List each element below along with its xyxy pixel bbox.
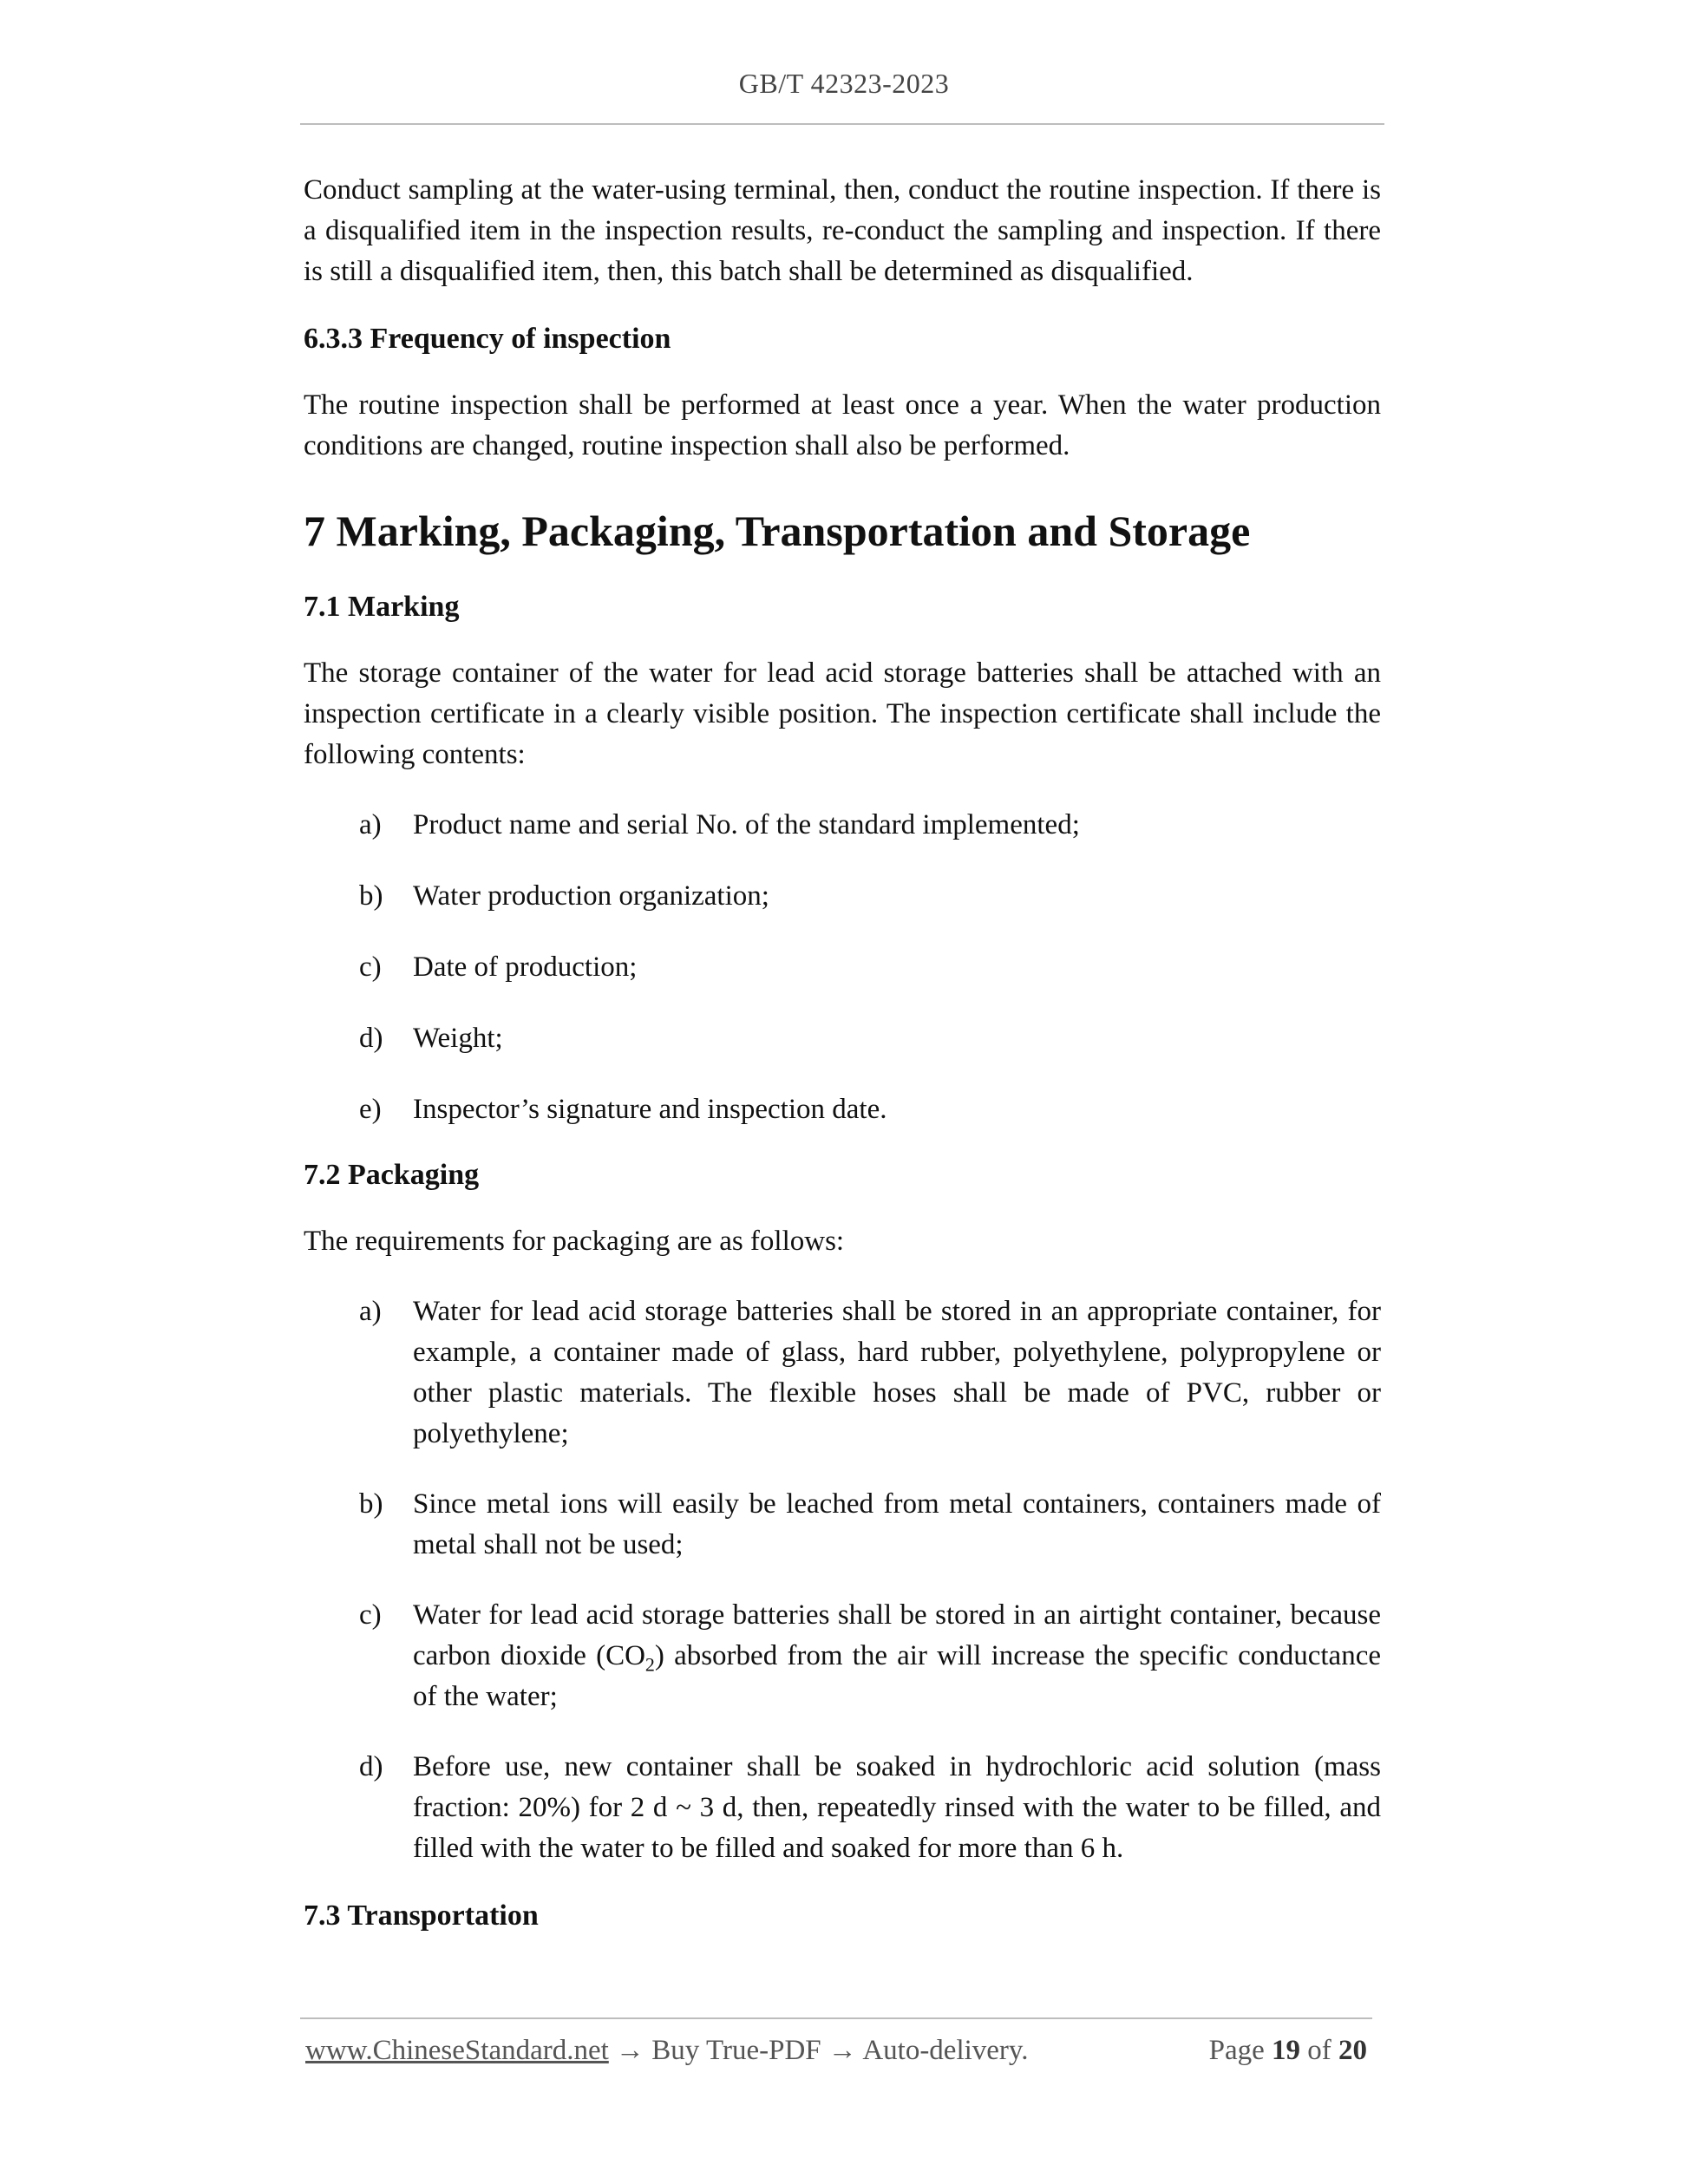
header-doc-code: GB/T 42323-2023 bbox=[738, 68, 950, 99]
section-6-3-3-text: The routine inspection shall be performed at least once a year. When the water production conditions are changed, routine inspection shall also be performed. bbox=[304, 389, 1381, 461]
page-number-current: 19 bbox=[1272, 2035, 1300, 2066]
list-item-text: Water production organization; bbox=[413, 880, 769, 912]
list-item bbox=[304, 876, 1381, 917]
list-item-label: d) bbox=[359, 1023, 383, 1054]
list-item bbox=[304, 1089, 1381, 1130]
header-divider bbox=[300, 123, 1384, 125]
arrow-icon: → bbox=[616, 2035, 645, 2066]
list-item-label: c) bbox=[359, 1599, 382, 1631]
list-item bbox=[304, 805, 1381, 846]
footer-divider bbox=[300, 2017, 1372, 2019]
list-item bbox=[304, 1291, 1381, 1455]
list-item bbox=[304, 1484, 1381, 1566]
list-item-label: b) bbox=[359, 880, 383, 912]
list-item-text: Before use, new container shall be soaked in hydrochloric acid solution (mass fraction: 20%) for 2 d ~ 3 d, then, repeatedly rinsed with the water to be filled, and filled with the water to be filled and soaked for more than 6 h. bbox=[413, 1751, 1381, 1864]
page-content bbox=[304, 170, 1381, 1933]
list-item bbox=[304, 1018, 1381, 1059]
section-7-2-text: The requirements for packaging are as follows: bbox=[304, 1226, 845, 1257]
list-item-text-start: Water for lead acid storage batteries shall be stored in an airtight container, because carbon dioxide (CO bbox=[413, 1599, 1381, 1671]
list-item-text: Product name and serial No. of the standard implemented; bbox=[413, 809, 1080, 840]
co2-subscript: 2 bbox=[644, 1653, 655, 1676]
list-item-text: Date of production; bbox=[413, 951, 638, 983]
list-item-label: a) bbox=[359, 809, 382, 840]
page-label: Page bbox=[1208, 2035, 1265, 2066]
list-item-label: e) bbox=[359, 1094, 382, 1125]
list-item-label: c) bbox=[359, 951, 382, 983]
list-item-label: d) bbox=[359, 1751, 383, 1782]
list-item-label: b) bbox=[359, 1488, 383, 1520]
page-indicator bbox=[1209, 2035, 1367, 2067]
section-7-heading: 7 Marking, Packaging, Transportation and Storage bbox=[304, 507, 1251, 555]
section-6-3-3-heading: 6.3.3 Frequency of inspection bbox=[304, 323, 671, 355]
list-item-label: a) bbox=[359, 1296, 382, 1327]
list-item-text: Since metal ions will easily be leached from metal containers, containers made of metal shall not be used; bbox=[413, 1488, 1381, 1560]
buy-true-pdf-text: Buy True-PDF bbox=[651, 2035, 821, 2066]
section-7-2-heading: 7.2 Packaging bbox=[304, 1159, 480, 1191]
marking-list bbox=[304, 805, 1381, 1130]
list-item bbox=[304, 1747, 1381, 1869]
list-item-text: Weight; bbox=[413, 1023, 503, 1054]
section-7-3-heading: 7.3 Transportation bbox=[304, 1900, 539, 1932]
list-item-text: Inspector’s signature and inspection date. bbox=[413, 1094, 887, 1125]
auto-delivery-text: Auto-delivery. bbox=[862, 2035, 1029, 2066]
list-item bbox=[304, 1595, 1381, 1717]
list-item-text: Water for lead acid storage batteries shall be stored in an appropriate container, for example, a container made of glass, hard rubber, polyethylene, polypropylene or other plastic materials. The flexible hoses shall be made of PVC, rubber or polyethylene; bbox=[413, 1296, 1381, 1449]
page-of-label: of bbox=[1307, 2035, 1331, 2066]
footer bbox=[305, 2035, 1372, 2067]
list-item bbox=[304, 947, 1381, 988]
list-item-text-end: ) absorbed from the air will increase the specific conductance of the water; bbox=[413, 1640, 1381, 1712]
intro-paragraph: Conduct sampling at the water-using terminal, then, conduct the routine inspection. If there is a disqualified item in the inspection results, re-conduct the sampling and inspection. If there is still a disqualified item, then, this batch shall be determined as disqualified. bbox=[304, 174, 1381, 287]
website-link[interactable]: www.ChineseStandard.net bbox=[305, 2035, 609, 2066]
page-number-total: 20 bbox=[1338, 2035, 1367, 2066]
arrow-icon: → bbox=[828, 2035, 857, 2066]
section-7-1-text: The storage container of the water for lead acid storage batteries shall be attached with an inspection certificate in a clearly visible position. The inspection certificate shall include the following contents: bbox=[304, 657, 1381, 770]
section-7-1-heading: 7.1 Marking bbox=[304, 591, 460, 623]
packaging-list bbox=[304, 1291, 1381, 1869]
